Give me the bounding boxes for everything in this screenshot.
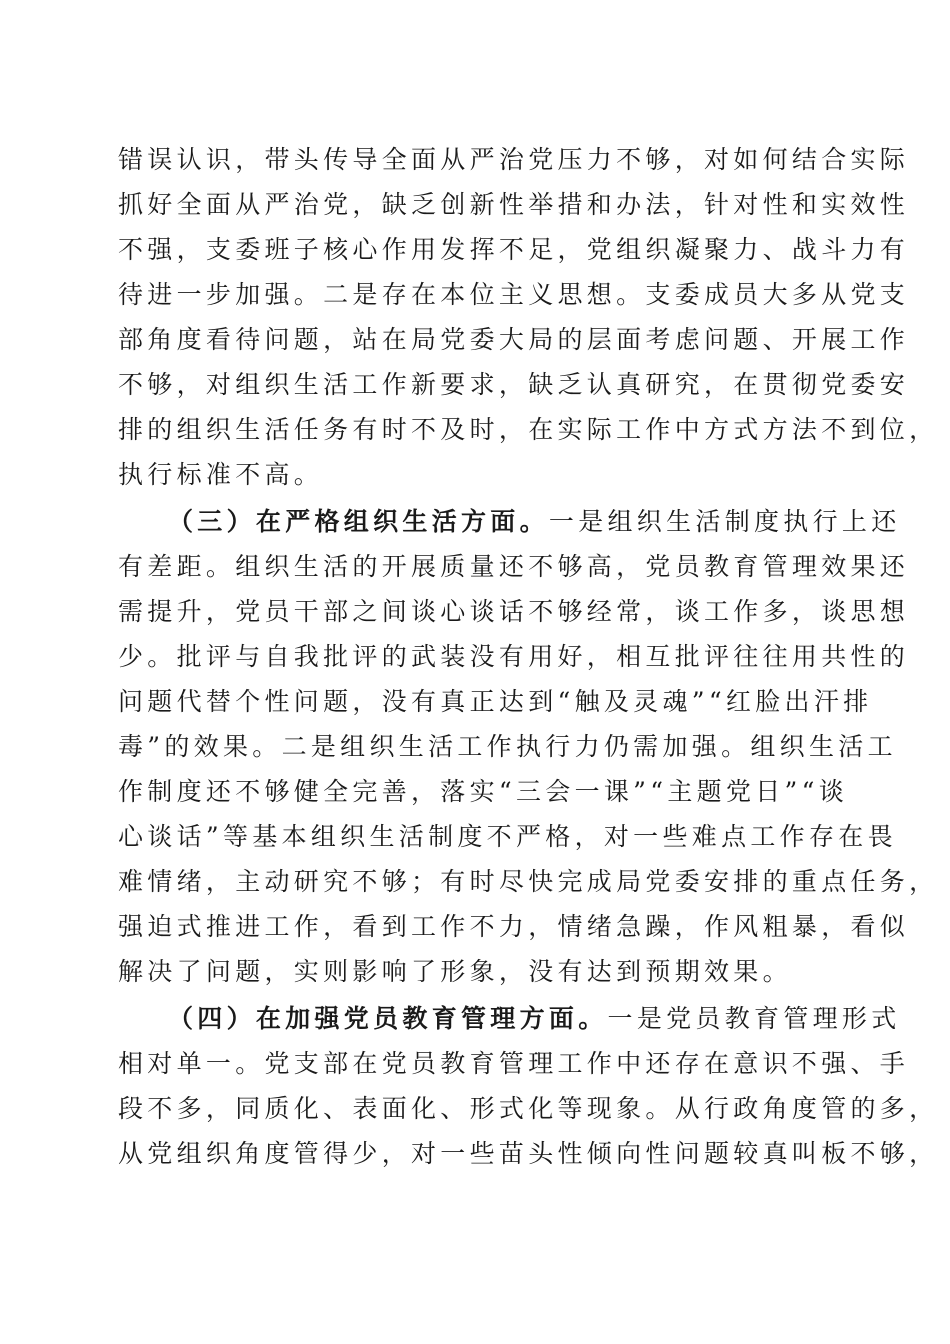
paragraph-line: 错误认识，带头传导全面从严治党压力不够，对如何结合实际 bbox=[118, 145, 910, 174]
paragraph-line: 部角度看待问题，站在局党委大局的层面考虑问题、开展工作 bbox=[118, 325, 910, 354]
paragraph-line: 需提升，党员干部之间谈心谈话不够经常，谈工作多，谈思想 bbox=[118, 597, 910, 626]
paragraph-line: 抓好全面从严治党，缺乏创新性举措和办法，针对性和实效性 bbox=[118, 190, 910, 219]
paragraph-line: 从党组织角度管得少，对一些苗头性倾向性问题较真叫板不够， bbox=[118, 1139, 939, 1168]
paragraph-line: 不强，支委班子核心作用发挥不足，党组织凝聚力、战斗力有 bbox=[118, 235, 910, 264]
section-heading: （四）在加强党员教育管理方面。 bbox=[168, 1004, 608, 1033]
paragraph-first-line bbox=[118, 499, 901, 544]
paragraph-line: 段不多，同质化、表面化、形式化等现象。从行政角度管的多， bbox=[118, 1094, 939, 1123]
paragraph-line: 相对单一。党支部在党员教育管理工作中还存在意识不强、手 bbox=[118, 1049, 910, 1078]
paragraph-line: 不够，对组织生活工作新要求，缺乏认真研究，在贯彻党委安 bbox=[118, 370, 910, 399]
paragraph-first-line bbox=[118, 996, 901, 1041]
paragraph-2 bbox=[118, 499, 939, 994]
section-heading: （三）在严格组织生活方面。 bbox=[168, 507, 549, 536]
paragraph-1 bbox=[118, 137, 939, 497]
paragraph-text: 一是党员教育管理形式 bbox=[607, 1004, 901, 1033]
paragraph-line: 有差距。组织生活的开展质量还不够高，党员教育管理效果还 bbox=[118, 552, 910, 581]
paragraph-line: 执行标准不高。 bbox=[118, 460, 324, 489]
paragraph-line: 难情绪，主动研究不够；有时尽快完成局党委安排的重点任务， bbox=[118, 867, 939, 896]
paragraph-line: 解决了问题，实则影响了形象，没有达到预期效果。 bbox=[118, 957, 792, 986]
paragraph-line: 强迫式推进工作，看到工作不力，情绪急躁，作风粗暴，看似 bbox=[118, 912, 910, 941]
paragraph-line: 少。批评与自我批评的武装没有用好，相互批评往往用共性的 bbox=[118, 642, 910, 671]
paragraph-line: 待进一步加强。二是存在本位主义思想。支委成员大多从党支 bbox=[118, 280, 910, 309]
paragraph-text: 一是组织生活制度执行上还 bbox=[548, 507, 901, 536]
paragraph-line: 心谈话”等基本组织生活制度不严格，对一些难点工作存在畏 bbox=[118, 822, 897, 851]
paragraph-line: 毒”的效果。二是组织生活工作执行力仍需加强。组织生活工 bbox=[118, 732, 897, 761]
paragraph-line: 作制度还不够健全完善，落实“三会一课”“主题党日”“谈 bbox=[118, 777, 849, 806]
paragraph-line: 排的组织生活任务有时不及时，在实际工作中方式方法不到位， bbox=[118, 415, 939, 444]
paragraph-3 bbox=[118, 996, 939, 1176]
paragraph-line: 问题代替个性问题，没有真正达到“触及灵魂”“红脸出汗排 bbox=[118, 687, 873, 716]
